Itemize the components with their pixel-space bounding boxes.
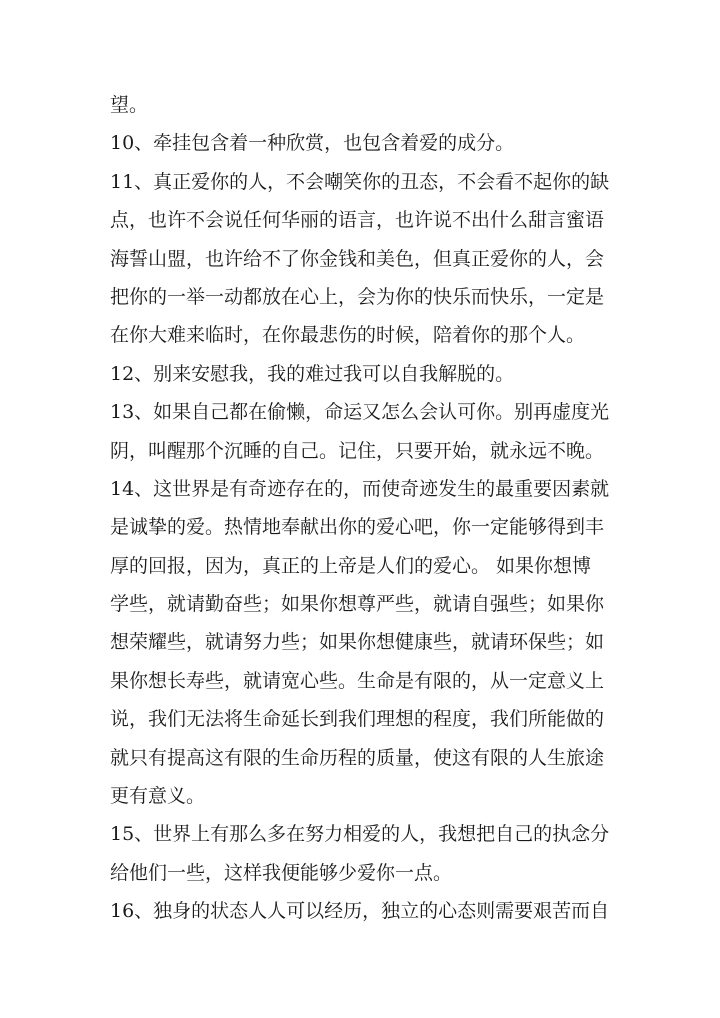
text-line: 10、牵挂包含着一种欣赏，也包含着爱的成分。 [110,132,515,155]
text-line: 阴，叫醒那个沉睡的自己。记住，只要开始，就永远不晚。 [110,439,605,462]
text-line: 把你的一举一动都放在心上，会为你的快乐而快乐，一定是 [110,285,605,308]
text-line: 给他们一些，这样我便能够少爱你一点。 [110,861,453,884]
text-line: 海誓山盟，也许给不了你金钱和美色，但真正爱你的人，会 [110,247,605,270]
document-body [110,86,612,931]
text-line: 在你大难来临时，在你最悲伤的时候，陪着你的那个人。 [110,324,586,347]
text-line: 说，我们无法将生命延长到我们理想的程度，我们所能做的 [110,708,605,731]
text-line: 望。 [110,94,149,116]
text-line: 想荣耀些，就请努力些；如果你想健康些，就请环保些；如 [110,631,605,654]
text-line: 11、真正爱你的人，不会嘲笑你的丑态，不会看不起你的缺 [110,170,610,193]
text-line: 点，也许不会说任何华丽的语言，也许说不出什么甜言蜜语 [110,209,605,232]
text-line: 更有意义。 [110,785,206,808]
text-line: 果你想长寿些，就请宽心些。生命是有限的，从一定意义上 [110,669,605,692]
text-line: 学些，就请勤奋些；如果你想尊严些，就请自强些；如果你 [110,593,605,616]
text-line: 是诚挚的爱。热情地奉献出你的爱心吧，你一定能够得到丰 [110,516,605,539]
text-line: 就只有提高这有限的生命历程的质量，使这有限的人生旅途 [110,746,605,769]
text-line: 14、这世界是有奇迹存在的，而使奇迹发生的最重要因素就 [110,477,610,500]
text-line: 厚的回报，因为，真正的上帝是人们的爱心。 如果你想博 [110,554,592,577]
text-line: 16、独身的状态人人可以经历，独立的心态则需要艰苦而自 [110,900,610,923]
text-line: 12、别来安慰我，我的难过我可以自我解脱的。 [110,362,515,385]
text-line: 13、如果自己都在偷懒，命运又怎么会认可你。别再虚度光 [110,401,610,424]
text-line: 15、世界上有那么多在努力相爱的人，我想把自己的执念分 [110,823,610,846]
